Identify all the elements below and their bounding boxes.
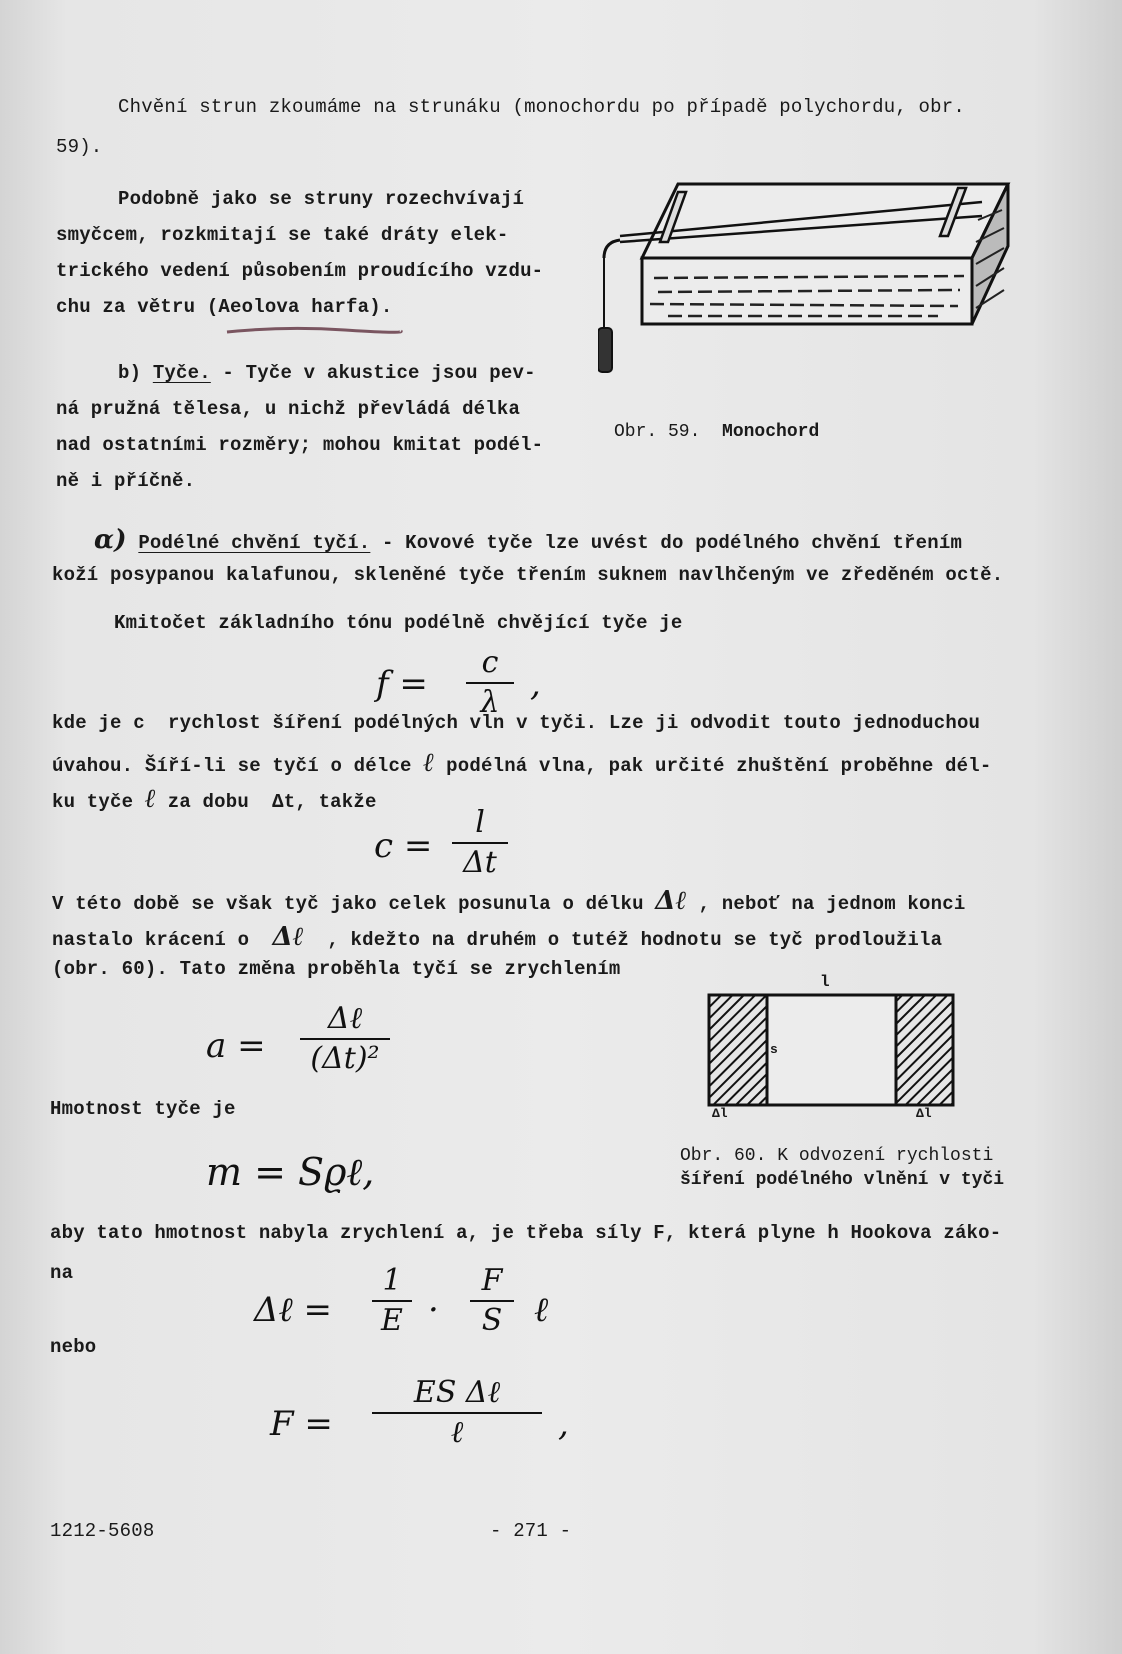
- figure-60-caption-line-1: Obr. 60. K odvození rychlosti: [680, 1146, 994, 1166]
- paragraph-6-line-3-end: Δt, takže: [272, 791, 377, 813]
- paragraph-8-line-1: Hmotnost tyče je: [50, 1098, 236, 1120]
- document-code: 1212-5608: [50, 1520, 155, 1542]
- equation-a-denominator: (Δt)²: [310, 1041, 380, 1076]
- equation-force-lhs: F =: [270, 1404, 333, 1444]
- section-label-b: b): [118, 362, 153, 384]
- equation-force-numerator: ES Δℓ: [413, 1375, 501, 1410]
- equation-hooke-fraction-2-numerator: F: [481, 1263, 503, 1298]
- equation-c-lhs: c =: [374, 826, 433, 866]
- equation-mass: m = Sϱℓ,: [206, 1150, 375, 1194]
- equation-hooke-fraction-2-denominator: S: [481, 1303, 503, 1338]
- equation-hooke-fraction-1: [372, 1264, 412, 1338]
- figure-60-label-cross-section: s: [770, 1042, 778, 1057]
- paragraph-6-line-3-start: ku tyče: [52, 791, 145, 813]
- equation-a-numerator: Δℓ: [327, 1001, 363, 1036]
- paragraph-7-line-2: [52, 922, 942, 952]
- equation-force-tail: ,: [558, 1404, 569, 1444]
- paragraph-7-line-1: [52, 886, 965, 916]
- equation-hooke-fraction-1-denominator: E: [381, 1303, 403, 1338]
- paragraph-2-line-4: chu za větru (Aeolova harfa).: [56, 296, 393, 318]
- equation-f-tail: ,: [530, 664, 541, 704]
- section-heading-podelne: Podélné chvění tyčí.: [138, 532, 371, 554]
- paragraph-6-line-2-start: úvahou. Šíří-li se tyčí o délce: [52, 755, 424, 777]
- equation-f-lhs: f =: [376, 664, 428, 704]
- equation-f-numerator: c: [481, 645, 499, 680]
- paragraph-3-line-2: ná pružná tělesa, u nichž převládá délka: [56, 398, 521, 420]
- paragraph-6-line-3: [52, 784, 377, 814]
- equation-hooke-fraction-1-numerator: 1: [382, 1263, 402, 1298]
- equation-a-lhs: a =: [206, 1026, 266, 1066]
- paragraph-3-line-4: ně i příčně.: [56, 470, 196, 492]
- paragraph-6-line-3-mid: za dobu: [156, 791, 273, 813]
- paragraph-6-line-1: kde je c rychlost šíření podélných vln v tyči. Lze ji odvodit touto jednoduchou: [52, 712, 981, 734]
- paragraph-7-line-2-start: nastalo krácení o: [52, 929, 273, 951]
- paragraph-3-line-3: nad ostatními rozměry; mohou kmitat podél-: [56, 434, 544, 456]
- inline-symbol-delta-l: Δℓ: [655, 886, 687, 916]
- equation-c-denominator: Δt: [463, 845, 497, 880]
- figure-60-caption-line-2: šíření podélného vlnění v tyči: [680, 1170, 1005, 1190]
- pencil-underline-mark: [225, 324, 405, 338]
- figure-59-number: Obr. 59.: [614, 422, 701, 442]
- equation-force-denominator: ℓ: [450, 1415, 464, 1450]
- figure-60-label-delta-left: Δl: [712, 1106, 728, 1121]
- equation-hooke-dot: ·: [428, 1290, 439, 1330]
- section-heading-tyce: Tyče.: [152, 362, 211, 384]
- figure-59-title: Monochord: [722, 422, 820, 442]
- paragraph-1-line-2: 59).: [56, 136, 103, 158]
- paragraph-4-line-1-rest: - Kovové tyče lze uvést do podélného chvění třením: [370, 532, 963, 554]
- paragraph-6-line-2-end: podélná vlna, pak určité zhuštění proběhne dél-: [434, 755, 992, 777]
- figure-60-label-length: l: [820, 973, 830, 991]
- paragraph-9-line-1: aby tato hmotnost nabyla zrychlení a, je třeba síly F, která plyne h Hookova záko-: [50, 1222, 1002, 1244]
- paragraph-4-line-2: koží posypanou kalafunou, skleněné tyče třením suknem navlhčeným ve zředěném octě.: [52, 564, 1004, 586]
- equation-c-fraction: [452, 806, 508, 880]
- paragraph-2-line-3: trického vedení působením proudícího vzdu-: [56, 260, 544, 282]
- equation-f-denominator: λ: [480, 685, 500, 720]
- inline-symbol-l: ℓ: [144, 784, 157, 814]
- paragraph-5-line-1: Kmitočet základního tónu podélně chvějící tyče je: [114, 612, 683, 634]
- paragraph-9-line-2: na: [50, 1262, 74, 1284]
- monochord-figure: [598, 180, 1018, 380]
- equation-hooke-tail: ℓ: [534, 1290, 549, 1330]
- paragraph-7-line-1-start: V této době se však tyč jako celek posunula o délku: [52, 893, 656, 915]
- equation-force-fraction: [372, 1376, 542, 1450]
- equation-f-fraction: [466, 646, 514, 720]
- paragraph-6-line-2: [52, 748, 991, 778]
- equation-a-fraction: [300, 1002, 390, 1076]
- paragraph-7-line-1-end: , neboť na jednom konci: [686, 893, 966, 915]
- section-label-alpha: α): [94, 525, 127, 555]
- rod-diagram-figure: [706, 975, 966, 1115]
- paragraph-1-line-1: Chvění strun zkoumáme na strunáku (monochordu po případě polychordu, obr.: [118, 96, 965, 118]
- inline-symbol-delta-l: Δℓ: [272, 922, 305, 952]
- paragraph-2-line-2: smyčcem, rozkmitají se také dráty elek-: [56, 224, 509, 246]
- paragraph-7-line-3: (obr. 60). Tato změna proběhla tyčí se zrychlením: [52, 958, 621, 980]
- figure-60-label-delta-right: Δl: [916, 1106, 932, 1121]
- inline-symbol-l: ℓ: [423, 748, 435, 778]
- paragraph-7-line-2-end: , kdežto na druhém o tutéž hodnotu se tyč prodloužila: [304, 929, 943, 951]
- figure-59-caption: [614, 422, 819, 442]
- paragraph-2-line-1: Podobně jako se struny rozechvívají: [118, 188, 525, 210]
- paragraph-3-line-1: [118, 362, 536, 384]
- page-number: - 271 -: [490, 1520, 572, 1542]
- paragraph-4-line-1: [94, 525, 962, 555]
- equation-hooke-fraction-2: [470, 1264, 514, 1338]
- equation-hooke-lhs: Δℓ =: [254, 1290, 333, 1330]
- equation-c-numerator: l: [475, 805, 485, 840]
- paragraph-10-line-1: nebo: [50, 1336, 97, 1358]
- paragraph-3-line-1-rest: - Tyče v akustice jsou pev-: [210, 362, 536, 384]
